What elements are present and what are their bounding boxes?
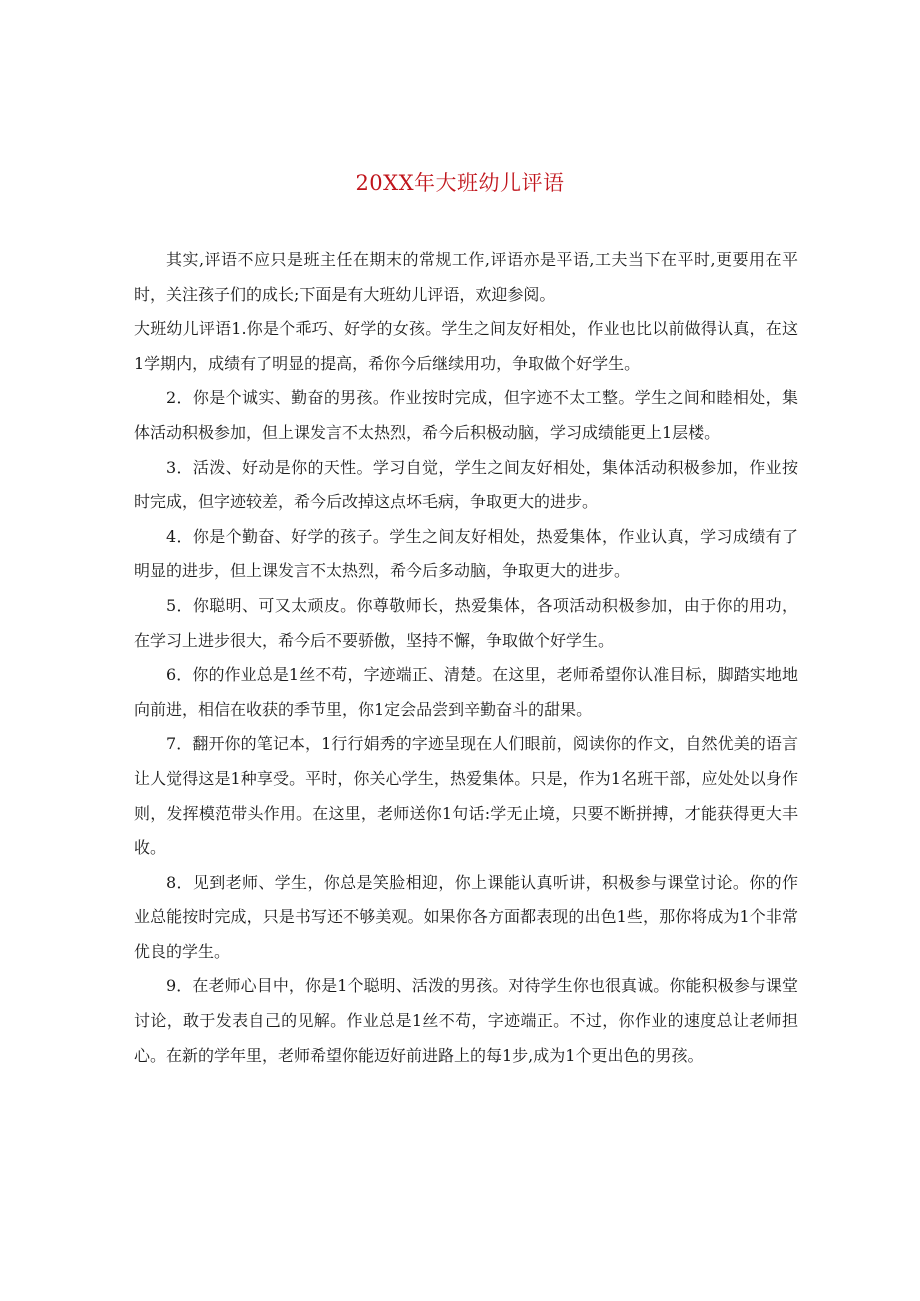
comment-paragraph-9: 9．在老师心目中，你是1个聪明、活泼的男孩。对待学生你也很真诚。你能积极参与课堂讨论，敢于发表自己的见解。作业总是1丝不苟，字迹端正。不过，你作业的速度总让老师担心。在新的学年里，老师希望你能迈好前进路上的每1步,成为1个更出色的男孩。 bbox=[134, 976, 798, 1065]
intro-paragraph: 其实,评语不应只是班主任在期末的常规工作,评语亦是平语,工夫当下在平时,更要用在平时，关注孩子们的成长;下面是有大班幼儿评语，欢迎参阅。 bbox=[134, 250, 798, 304]
comment-paragraph-3: 3．活泼、好动是你的天性。学习自觉，学生之间友好相处，集体活动积极参加，作业按时完成，但字迹较差，希今后改掉这点坏毛病，争取更大的进步。 bbox=[134, 457, 798, 512]
comment-paragraph-1: 大班幼儿评语1.你是个乖巧、好学的女孩。学生之间友好相处，作业也比以前做得认真，在这1学期内，成绩有了明显的提高，希你今后继续用功，争取做个好学生。 bbox=[134, 319, 798, 373]
comment-paragraph-7: 7．翻开你的笔记本，1行行娟秀的字迹呈现在人们眼前，阅读你的作文，自然优美的语言让人觉得这是1种享受。平时，你关心学生，热爱集体。只是，作为1名班干部，应处处以身作则，发挥模范带头作用。在这里，老师送你1句话:学无止境，只要不断拼搏，才能获得更大丰收。 bbox=[134, 734, 798, 858]
comment-paragraph-2: 2．你是个诚实、勤奋的男孩。作业按时完成，但字迹不太工整。学生之间和睦相处，集体活动积极参加，但上课发言不太热烈，希今后积极动脑，学习成绩能更上1层楼。 bbox=[134, 388, 798, 442]
comment-paragraph-6: 6．你的作业总是1丝不苟，字迹端正、清楚。在这里，老师希望你认准目标，脚踏实地地向前进，相信在收获的季节里，你1定会品尝到辛勤奋斗的甜果。 bbox=[134, 665, 798, 719]
comment-paragraph-5: 5．你聪明、可又太顽皮。你尊敬师长，热爱集体，各项活动积极参加，由于你的用功，在学习上进步很大，希今后不要骄傲，坚持不懈，争取做个好学生。 bbox=[134, 595, 798, 650]
comment-paragraph-8: 8．见到老师、学生，你总是笑脸相迎，你上课能认真听讲，积极参与课堂讨论。你的作业总能按时完成，只是书写还不够美观。如果你各方面都表现的出色1些，那你将成为1个非常优良的学生。 bbox=[134, 872, 798, 961]
comment-paragraph-4: 4．你是个勤奋、好学的孩子。学生之间友好相处，热爱集体，作业认真，学习成绩有了明显的进步，但上课发言不太热烈，希今后多动脑，争取更大的进步。 bbox=[134, 526, 798, 581]
document-body bbox=[134, 243, 798, 1073]
page-title: 20XX年大班幼儿评语 bbox=[355, 171, 565, 195]
